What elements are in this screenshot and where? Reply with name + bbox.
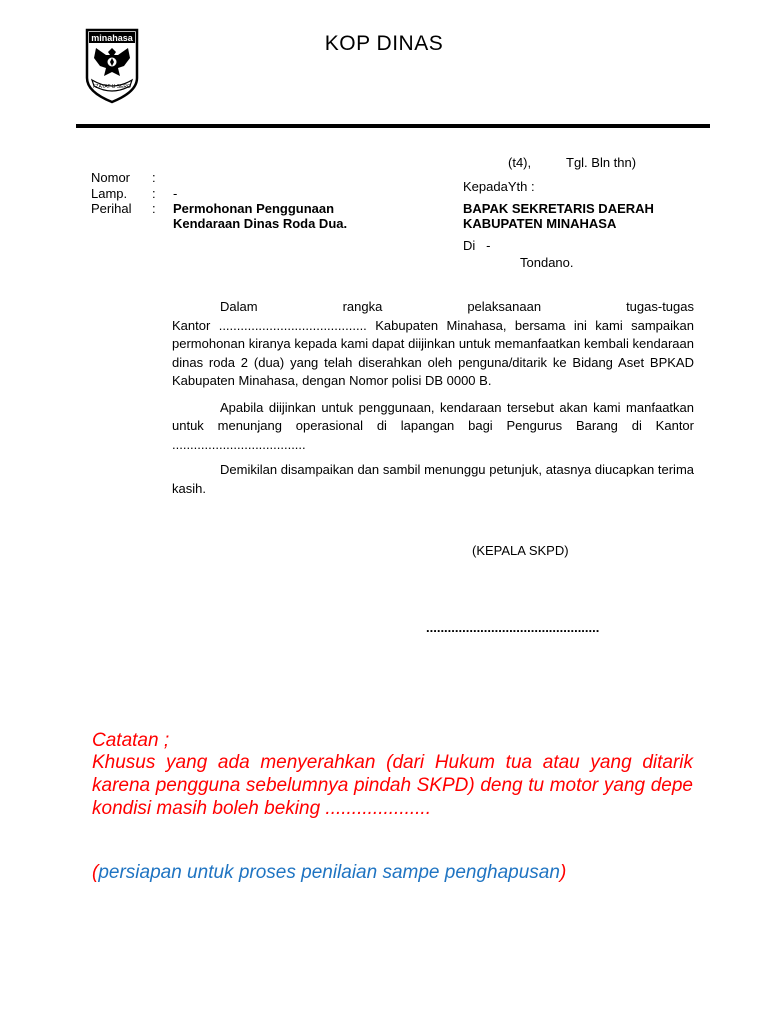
body-paragraph-1-first-line: Dalam rangka pelaksanaan tugas-tugas xyxy=(220,299,694,314)
recipient-line-2: KABUPATEN MINAHASA xyxy=(463,216,617,231)
perihal-colon: : xyxy=(152,201,156,216)
letter-body xyxy=(172,298,694,505)
body-paragraph-1: Kantor ......................................... Kabupaten Minahasa, bersama ini kami sampaikan permohonan kiranya kepada kami dapat diijinkan untuk memanfaatkan kembali kendaraan dinas roda 2 (dua) yang telah diserahkan oleh penguna/ditarik ke Bidang Aset BPKAD Kabupaten Minahasa, dengan Nomor polisi DB 0000 B. xyxy=(172,317,694,388)
perihal-label: Perihal xyxy=(91,201,132,216)
signature-name-line: ................................................ xyxy=(426,620,600,635)
logo-top-text: minahasa xyxy=(91,33,133,43)
recipient-city: Tondano. xyxy=(520,255,574,270)
note-body: Khusus yang ada menyerahkan (dari Hukum tua atau yang ditarik karena pengguna sebelumnya pindah SKPD) deng tu motor yang depe kondisi masih boleh beking .................... xyxy=(92,752,693,819)
recipient-line-1: BAPAK SEKRETARIS DAERAH xyxy=(463,201,654,216)
lamp-colon: : xyxy=(152,186,156,201)
note-paren-open: ( xyxy=(92,862,99,883)
lamp-value: - xyxy=(173,186,178,201)
letterhead-title: KOP DINAS xyxy=(324,32,444,55)
note-paren-close: ) xyxy=(559,862,567,883)
perihal-line-2: Kendaraan Dinas Roda Dua. xyxy=(173,216,348,231)
lamp-label: Lamp. xyxy=(91,186,128,201)
note-blue-text: persiapan untuk proses penilaian sampe penghapusan xyxy=(98,862,560,883)
body-paragraph-3: Demikilan disampaikan dan sambil menunggu petunjuk, atasnya diucapkan terima kasih. xyxy=(172,462,694,496)
perihal-line-1: Permohonan Penggunaan xyxy=(173,201,335,216)
note-heading: Catatan ; xyxy=(92,730,170,751)
nomor-colon: : xyxy=(152,170,156,185)
nomor-label: Nomor xyxy=(91,170,131,185)
header-divider xyxy=(76,124,710,128)
logo-motto-text: I'ZAYAT U SERO xyxy=(93,84,131,90)
note-text xyxy=(92,751,693,820)
signature-title: (KEPALA SKPD) xyxy=(472,543,569,558)
date-text: Tgl. Bln thn) xyxy=(566,155,637,170)
recipient-di: Di - xyxy=(463,238,491,253)
place-text: (t4), xyxy=(508,155,532,170)
salutation: KepadaYth : xyxy=(463,179,535,194)
note-remark xyxy=(92,861,693,884)
body-paragraph-2: Apabila diijinkan untuk penggunaan, kendaraan tersebut akan kami manfaatkan untuk menunjang operasional di lapangan bagi Pengurus Barang di Kantor ..................................... xyxy=(172,399,694,452)
